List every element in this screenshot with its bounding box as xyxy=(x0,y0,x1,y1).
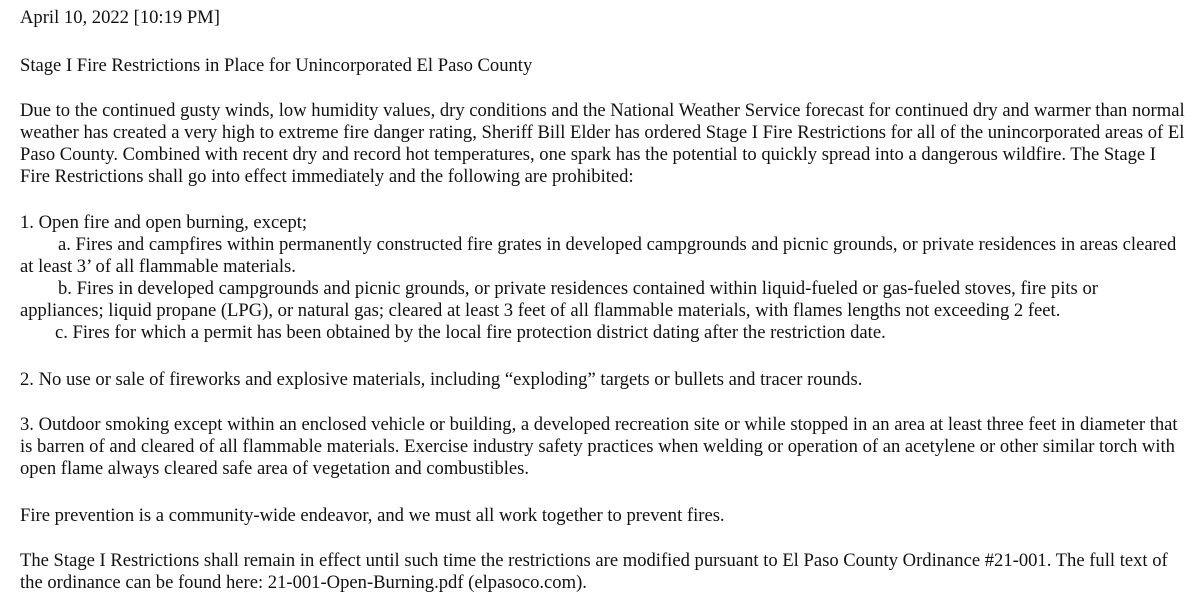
dateline: April 10, 2022 [10:19 PM] xyxy=(20,7,220,28)
restriction-item-1-title: 1. Open fire and open burning, except; xyxy=(20,212,308,233)
page-title: Stage I Fire Restrictions in Place for Unincorporated El Paso County xyxy=(20,55,533,76)
intro-paragraph: Due to the continued gusty winds, low humidity values, dry conditions and the National Weather Service forecast for continued dry and warmer than normal weather has created a very high to extreme fire danger rating, Sheriff Bill Elder has ordered Stage I Fire Restrictions for all of the unincorporated areas of El Paso County. Combined with recent dry and record hot temperatures, one spark has the potential to quickly spread into a dangerous wildfire. The Stage I Fire Restrictions shall go into effect immediately and the following are prohibited: xyxy=(20,100,1185,187)
closing-paragraph: Fire prevention is a community-wide endeavor, and we must all work together to prevent fires. xyxy=(20,505,725,526)
ordinance-paragraph: The Stage I Restrictions shall remain in effect until such time the restrictions are modified pursuant to El Paso County Ordinance #21-001. The full text of the ordinance can be found here: 21-001-Open-Burning.pdf (elpasoco.com). xyxy=(20,550,1168,593)
restriction-item-3: 3. Outdoor smoking except within an enclosed vehicle or building, a developed recreation site or while stopped in an area at least three feet in diameter that is barren of and cleared of all flammable materials. Exercise industry safety practices when welding or operation of an acetylene or other similar torch with open flame always cleared safe area of vegetation and combustibles. xyxy=(20,414,1178,479)
restriction-item-1-sub-c: c. Fires for which a permit has been obtained by the local fire protection district dating after the restriction date. xyxy=(55,322,886,343)
restriction-item-1-sub-a: a. Fires and campfires within permanently constructed fire grates in developed campgrounds and picnic grounds, or private residences in areas cleared at least 3’ of all flammable materials. xyxy=(20,234,1177,277)
restriction-item-2: 2. No use or sale of fireworks and explosive materials, including “exploding” targets or bullets and tracer rounds. xyxy=(20,369,863,390)
restriction-item-1-sub-b: b. Fires in developed campgrounds and picnic grounds, or private residences contained within liquid-fueled or gas-fueled stoves, fire pits or appliances; liquid propane (LPG), or natural gas; cleared at least 3 feet of all flammable materials, with flames lengths not exceeding 2 feet. xyxy=(20,278,1098,321)
